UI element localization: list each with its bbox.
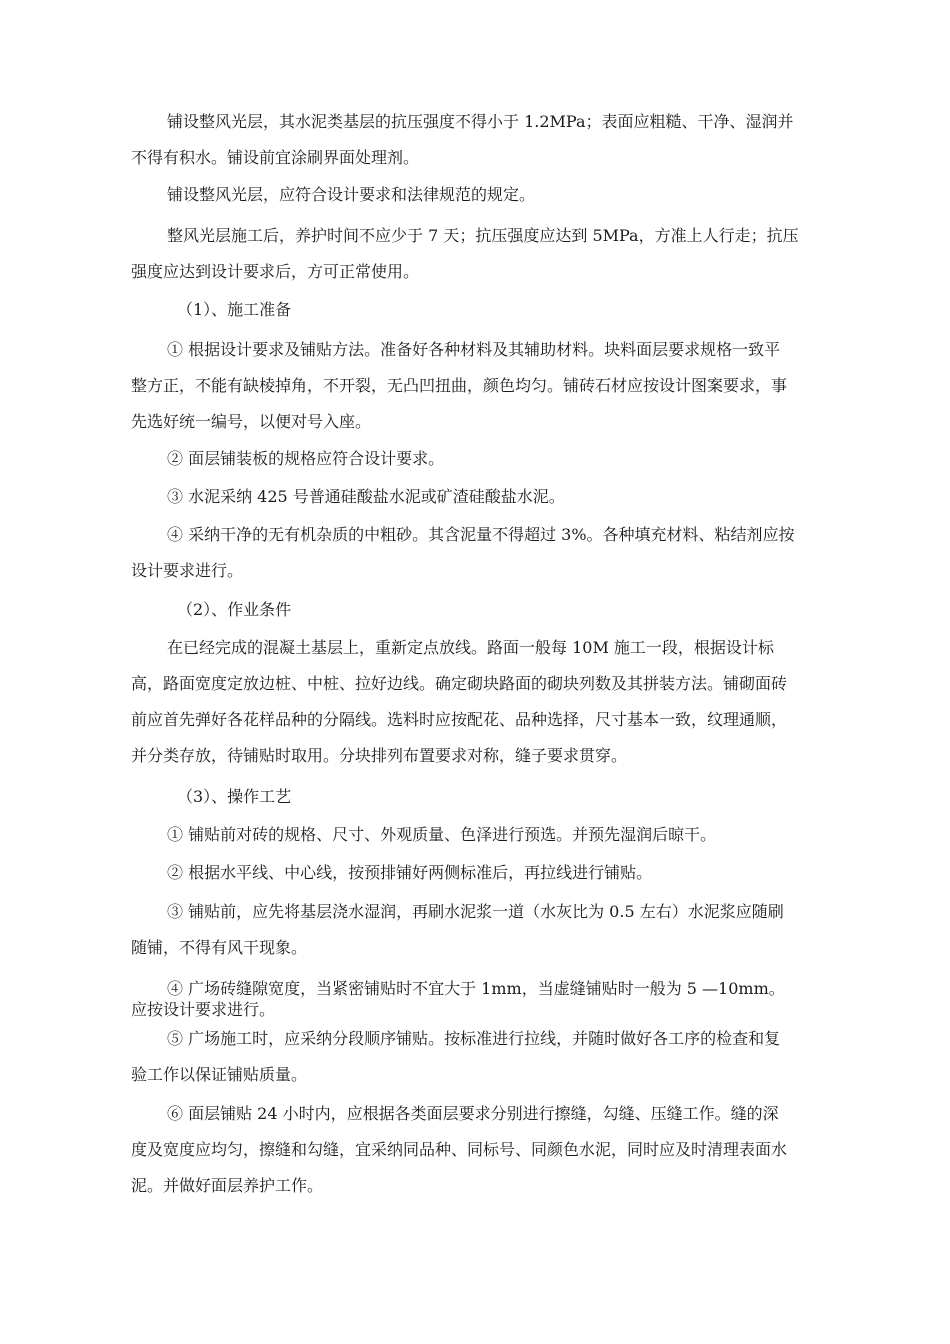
text-line: ② 面层铺装板的规格应符合设计要求。 <box>167 449 445 468</box>
section-heading: （1）、施工准备 <box>177 300 292 319</box>
paragraph-step-2-lines <box>131 855 831 891</box>
text-line: 先选好统一编号，以便对号入座。 <box>131 412 372 431</box>
text-line: ② 根据水平线、中心线，按预排铺好两侧标准后，再拉线进行铺贴。 <box>167 863 653 882</box>
text-line: 度及宽度应均匀，擦缝和勾缝，宜采纳同品种、同标号、同颜色水泥，同时应及时清理表面水 <box>131 1140 788 1159</box>
text-line: ⑥ 面层铺贴 24 小时内，应根据各类面层要求分别进行擦缝，勾缝、压缝工作。缝的深 <box>167 1104 779 1123</box>
heading-operation-process <box>131 779 831 815</box>
text-line: ① 铺贴前对砖的规格、尺寸、外观质量、色泽进行预选。并预先湿润后晾干。 <box>167 825 717 844</box>
paragraph-step-5-sectional <box>131 1021 831 1093</box>
text-line: 整风光层施工后，养护时间不应少于 7 天；抗压强度应达到 5MPa，方准上人行走；抗压 <box>167 226 799 245</box>
text-line: ③ 铺贴前，应先将基层浇水湿润，再刷水泥浆一道（水灰比为 0.5 左右）水泥浆应随刷 <box>167 902 784 921</box>
heading-work-conditions <box>131 592 831 628</box>
text-line: ⑤ 广场施工时，应采纳分段顺序铺贴。按标准进行拉线，并随时做好各工序的检查和复 <box>167 1029 781 1048</box>
text-line: 在已经完成的混凝土基层上，重新定点放线。路面一般每 10M 施工一段，根据设计标 <box>167 638 774 657</box>
text-line: ④ 广场砖缝隙宽度，当紧密铺贴时不宜大于 1mm，当虚缝铺贴时一般为 5 —10mm。 <box>167 979 785 998</box>
section-heading: （3）、操作工艺 <box>177 787 292 806</box>
text-line: 随铺，不得有风干现象。 <box>131 938 308 957</box>
paragraph-step-6-grouting <box>131 1096 831 1204</box>
text-line: 应按设计要求进行。 <box>131 1000 276 1019</box>
text-line: ① 根据设计要求及铺贴方法。准备好各种材料及其辅助材料。块料面层要求规格一致平 <box>167 340 781 359</box>
paragraph-item-4-sand <box>131 517 831 589</box>
text-line: 不得有积水。铺设前宜涂刷界面处理剂。 <box>131 148 420 167</box>
text-line: 泥。并做好面层养护工作。 <box>131 1176 324 1195</box>
paragraph-step-1-preselect <box>131 817 831 853</box>
section-heading: （2）、作业条件 <box>177 600 292 619</box>
paragraph-item-2-panel-spec <box>131 441 831 477</box>
paragraph-item-1-materials <box>131 332 831 440</box>
text-line: 前应首先弹好各花样品种的分隔线。选料时应按配花、品种选择，尺寸基本一致，纹理通顺， <box>131 710 788 729</box>
text-line: 铺设整风光层，其水泥类基层的抗压强度不得小于 1.2MPa；表面应粗糙、干净、湿润并 <box>167 112 794 131</box>
heading-construction-preparation <box>131 292 831 328</box>
paragraph-layout-lines <box>131 630 831 774</box>
paragraph-step-3-wetting <box>131 894 831 966</box>
text-line: 整方正，不能有缺棱掉角，不开裂，无凸凹扭曲，颜色均匀。铺砖石材应按设计图案要求，事 <box>131 376 788 395</box>
text-line: 强度应达到设计要求后，方可正常使用。 <box>131 262 420 281</box>
text-line: 设计要求进行。 <box>131 561 244 580</box>
paragraph-step-4-joint-width <box>131 978 831 1020</box>
text-line: 并分类存放，待铺贴时取用。分块排列布置要求对称，缝子要求贯穿。 <box>131 746 628 765</box>
text-line: 验工作以保证铺贴质量。 <box>131 1065 308 1084</box>
text-line: 高，路面宽度定放边桩、中桩、拉好边线。确定砌块路面的砌块列数及其拼装方法。铺砌面砖 <box>131 674 788 693</box>
paragraph-base-layer-strength <box>131 104 831 176</box>
text-line: 铺设整风光层，应符合设计要求和法律规范的规定。 <box>167 185 536 204</box>
paragraph-design-compliance <box>131 177 831 213</box>
paragraph-item-3-cement <box>131 479 831 515</box>
text-line: ③ 水泥采纳 425 号普通硅酸盐水泥或矿渣硅酸盐水泥。 <box>167 487 565 506</box>
paragraph-curing-time <box>131 218 831 290</box>
text-line: ④ 采纳干净的无有机杂质的中粗砂。其含泥量不得超过 3%。各种填充材料、粘结剂应按 <box>167 525 795 544</box>
